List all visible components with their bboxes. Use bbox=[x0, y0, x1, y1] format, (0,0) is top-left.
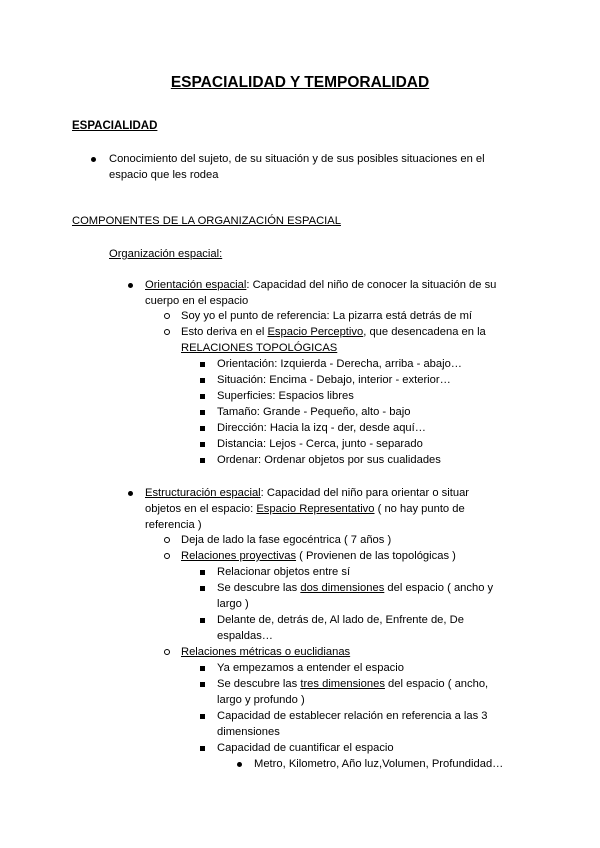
orientacion-text: : Capacidad del niño de conocer la situación de su bbox=[246, 279, 497, 291]
subheading-organizacion: Organización espacial: bbox=[109, 248, 223, 260]
metrica-item bbox=[217, 676, 488, 692]
bullet-icon bbox=[237, 762, 242, 767]
circle-bullet-icon bbox=[164, 553, 170, 559]
proyectiva-item: Delante de, detrás de, Al lado de, Enfrente de, De bbox=[217, 614, 464, 626]
square-bullet-icon bbox=[200, 458, 205, 463]
square-bullet-icon bbox=[200, 714, 205, 719]
estructuracion-line-3: referencia ) bbox=[145, 519, 202, 531]
bullet-icon bbox=[128, 491, 133, 496]
proyectiva-item-cont: espaldas… bbox=[217, 630, 273, 642]
square-bullet-icon bbox=[200, 362, 205, 367]
circle-bullet-icon bbox=[164, 537, 170, 543]
espacio-perceptivo: Espacio Perceptivo bbox=[267, 326, 364, 338]
orientacion-line-2: cuerpo en el espacio bbox=[145, 295, 249, 307]
relaciones-metricas: Relaciones métricas o euclidianas bbox=[181, 646, 351, 658]
square-bullet-icon bbox=[200, 666, 205, 671]
relacion-item: Distancia: Lejos - Cerca, junto - separado bbox=[217, 438, 423, 450]
square-bullet-icon bbox=[200, 618, 205, 623]
orientacion-label: Orientación espacial bbox=[145, 279, 247, 291]
proyectivas-post: ( Provienen de las topológicas ) bbox=[296, 550, 456, 562]
espacio-representativo: Espacio Representativo bbox=[256, 503, 375, 515]
relaciones-topologicas-heading: RELACIONES TOPOLÓGICAS bbox=[181, 342, 338, 354]
tres-dimensiones: tres dimensiones bbox=[300, 678, 385, 690]
sub2-pre: Esto deriva en el bbox=[181, 326, 268, 338]
orientacion-sub-1: Soy yo el punto de referencia: La pizarra está detrás de mí bbox=[181, 310, 473, 322]
square-bullet-icon bbox=[200, 570, 205, 575]
relacion-item: Dirección: Hacia la izq - der, desde aquí… bbox=[217, 422, 426, 434]
orientacion-sub-2 bbox=[181, 324, 486, 340]
proyectiva-item-cont: largo ) bbox=[217, 598, 249, 610]
square-bullet-icon bbox=[200, 378, 205, 383]
dos-dimensiones: dos dimensiones bbox=[300, 582, 385, 594]
relacion-item: Orientación: Izquierda - Derecha, arriba - abajo… bbox=[217, 358, 462, 370]
metrica-item-cont: dimensiones bbox=[217, 726, 280, 738]
estructuracion-line-2 bbox=[145, 501, 465, 517]
unidades-item: Metro, Kilometro, Año luz,Volumen, Profundidad… bbox=[254, 758, 504, 770]
bullet-icon bbox=[128, 283, 133, 288]
page-title: ESPACIALIDAD Y TEMPORALIDAD bbox=[170, 74, 430, 91]
metrica-item: Capacidad de cuantificar el espacio bbox=[217, 742, 394, 754]
relaciones-proyectivas bbox=[181, 548, 456, 564]
definition-line-1: Conocimiento del sujeto, de su situación y de sus posibles situaciones en el bbox=[109, 153, 485, 165]
bullet-icon bbox=[91, 157, 96, 162]
square-bullet-icon bbox=[200, 746, 205, 751]
proyectivas-label: Relaciones proyectivas bbox=[181, 550, 297, 562]
circle-bullet-icon bbox=[164, 313, 170, 319]
estructuracion-sub-1: Deja de lado la fase egocéntrica ( 7 años ) bbox=[181, 534, 392, 546]
relacion-item: Ordenar: Ordenar objetos por sus cualidades bbox=[217, 454, 441, 466]
metrica-item: Ya empezamos a entender el espacio bbox=[217, 662, 404, 674]
sub2-post: , que desencadena en la bbox=[363, 326, 486, 338]
metrica-item: Capacidad de establecer relación en referencia a las 3 bbox=[217, 710, 488, 722]
m2-post: del espacio ( ancho, bbox=[384, 678, 489, 690]
relacion-item: Situación: Encima - Debajo, interior - exterior… bbox=[217, 374, 451, 386]
square-bullet-icon bbox=[200, 682, 205, 687]
circle-bullet-icon bbox=[164, 649, 170, 655]
line2-post: ( no hay punto de bbox=[374, 503, 465, 515]
i2-pre: Se descubre las bbox=[217, 582, 301, 594]
m2-pre: Se descubre las bbox=[217, 678, 301, 690]
section-heading-componentes: COMPONENTES DE LA ORGANIZACIÓN ESPACIAL bbox=[72, 215, 341, 227]
square-bullet-icon bbox=[200, 426, 205, 431]
metrica-item-cont: largo y profundo ) bbox=[217, 694, 305, 706]
i2-post: del espacio ( ancho y bbox=[384, 582, 494, 594]
circle-bullet-icon bbox=[164, 329, 170, 335]
section-heading-espacialidad: ESPACIALIDAD bbox=[72, 120, 158, 132]
proyectiva-item bbox=[217, 580, 493, 596]
square-bullet-icon bbox=[200, 410, 205, 415]
relacion-item: Superficies: Espacios libres bbox=[217, 390, 354, 402]
orientacion-line-1 bbox=[145, 277, 496, 293]
definition-line-2: espacio que les rodea bbox=[109, 169, 219, 181]
estructuracion-label: Estructuración espacial bbox=[145, 487, 261, 499]
line2-pre: objetos en el espacio: bbox=[145, 503, 257, 515]
relacion-item: Tamaño: Grande - Pequeño, alto - bajo bbox=[217, 406, 411, 418]
square-bullet-icon bbox=[200, 586, 205, 591]
square-bullet-icon bbox=[200, 394, 205, 399]
estructuracion-text: : Capacidad del niño para orientar o situar bbox=[260, 487, 470, 499]
estructuracion-line-1 bbox=[145, 485, 469, 501]
square-bullet-icon bbox=[200, 442, 205, 447]
proyectiva-item: Relacionar objetos entre sí bbox=[217, 566, 351, 578]
